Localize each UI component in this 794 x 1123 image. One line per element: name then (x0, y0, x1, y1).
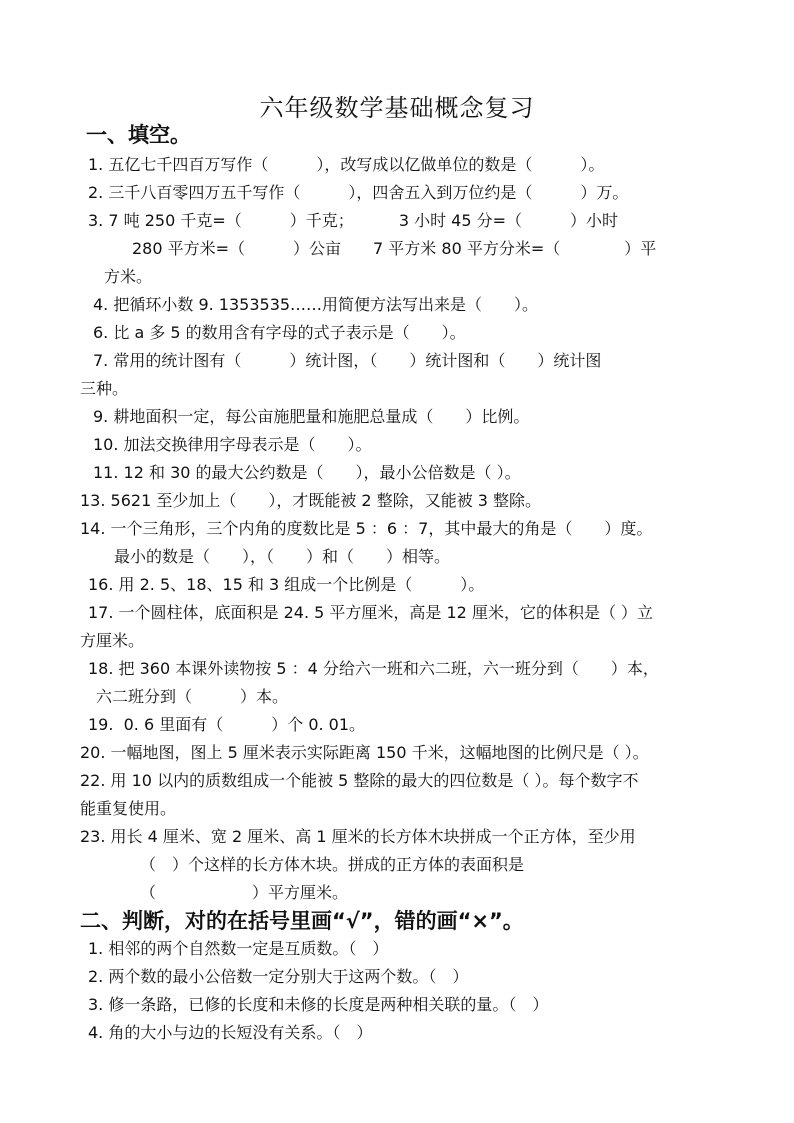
question-23-line-3: （ ）平方厘米。 (140, 883, 349, 902)
question-14-line-1: 14. 一个三角形，三个内角的度数比是 5 ：6 ：7，其中最大的角是（ ）度。 (80, 519, 653, 538)
judge-item-2: 2. 两个数的最小公倍数一定分别大于这两个数。（ ） (88, 967, 469, 986)
question-3-line-1: 3. 7 吨 250 千克=（ ）千克； 3 小时 45 分=（ ）小时 (88, 211, 619, 230)
section-true-false-heading: 二、判断，对的在括号里画“√”，错的画“×”。 (80, 909, 524, 933)
question-14-line-2: 最小的数是（ ），（ ）和（ ）相等。 (114, 547, 451, 566)
question-19: 19. 0. 6 里面有（ ）个 0. 01。 (88, 715, 366, 734)
question-18-line-1: 18. 把 360 本课外读物按 5 ：4 分给六一班和六二班，六一班分到（ ）本， (88, 659, 659, 678)
question-22-line-1: 22. 用 10 以内的质数组成一个能被 5 整除的最大的四位数是（ ）。每个数字不 (80, 771, 639, 790)
question-7-line-2: 三种。 (80, 379, 129, 398)
judge-item-3: 3. 修一条路，已修的长度和未修的长度是两种相关联的量。（ ） (88, 995, 549, 1014)
page-title: 六年级数学基础概念复习 (259, 94, 535, 122)
question-10: 10. 加法交换律用字母表示是（ ）。 (93, 435, 372, 454)
question-9: 9. 耕地面积一定，每公亩施肥量和施肥总量成（ ）比例。 (93, 407, 530, 426)
question-3-line-3: 方米。 (104, 267, 153, 286)
question-1: 1. 五亿七千四百万写作（ ），改写成以亿做单位的数是（ ）。 (88, 155, 605, 174)
question-3-line-2: 280 平方米=（ ）公亩 7 平方米 80 平方分米=（ ）平 (132, 239, 657, 258)
question-13: 13. 5621 至少加上（ ），才既能被 2 整除，又能被 3 整除。 (80, 491, 542, 510)
question-6: 6. 比 a 多 5 的数用含有字母的式子表示是（ ）。 (93, 323, 466, 342)
section-fill-in-heading: 一、填空。 (86, 123, 191, 147)
judge-item-4: 4. 角的大小与边的长短没有关系。（ ） (88, 1023, 373, 1042)
question-2: 2. 三千八百零四万五千写作（ ），四舍五入到万位约是（ ）万。 (88, 183, 629, 202)
question-11: 11. 12 和 30 的最大公约数是（ ），最小公倍数是（ ）。 (93, 463, 521, 482)
question-20: 20. 一幅地图，图上 5 厘米表示实际距离 150 千米，这幅地图的比例尺是（ ）。 (80, 743, 649, 762)
question-17-line-1: 17. 一个圆柱体，底面积是 24. 5 平方厘米，高是 12 厘米，它的体积是（ ）立 (88, 603, 654, 622)
question-22-line-2: 能重复使用。 (80, 799, 177, 818)
question-16: 16. 用 2. 5、18、15 和 3 组成一个比例是（ ）。 (88, 575, 485, 594)
question-4: 4. 把循环小数 9. 1353535……用简便方法写出来是（ ）。 (93, 295, 539, 314)
question-23-line-1: 23. 用长 4 厘米、宽 2 厘米、高 1 厘米的长方体木块拼成一个正方体，至少用 (80, 827, 636, 846)
question-17-line-2: 方厘米。 (80, 631, 145, 650)
question-18-line-2: 六二班分到（ ）本。 (96, 687, 289, 706)
question-7-line-1: 7. 常用的统计图有（ ）统计图，（ ）统计图和（ ）统计图 (93, 351, 602, 370)
question-23-line-2: （ ）个这样的长方体木块。拼成的正方体的表面积是 (140, 855, 525, 874)
judge-item-1: 1. 相邻的两个自然数一定是互质数。（ ） (88, 939, 389, 958)
